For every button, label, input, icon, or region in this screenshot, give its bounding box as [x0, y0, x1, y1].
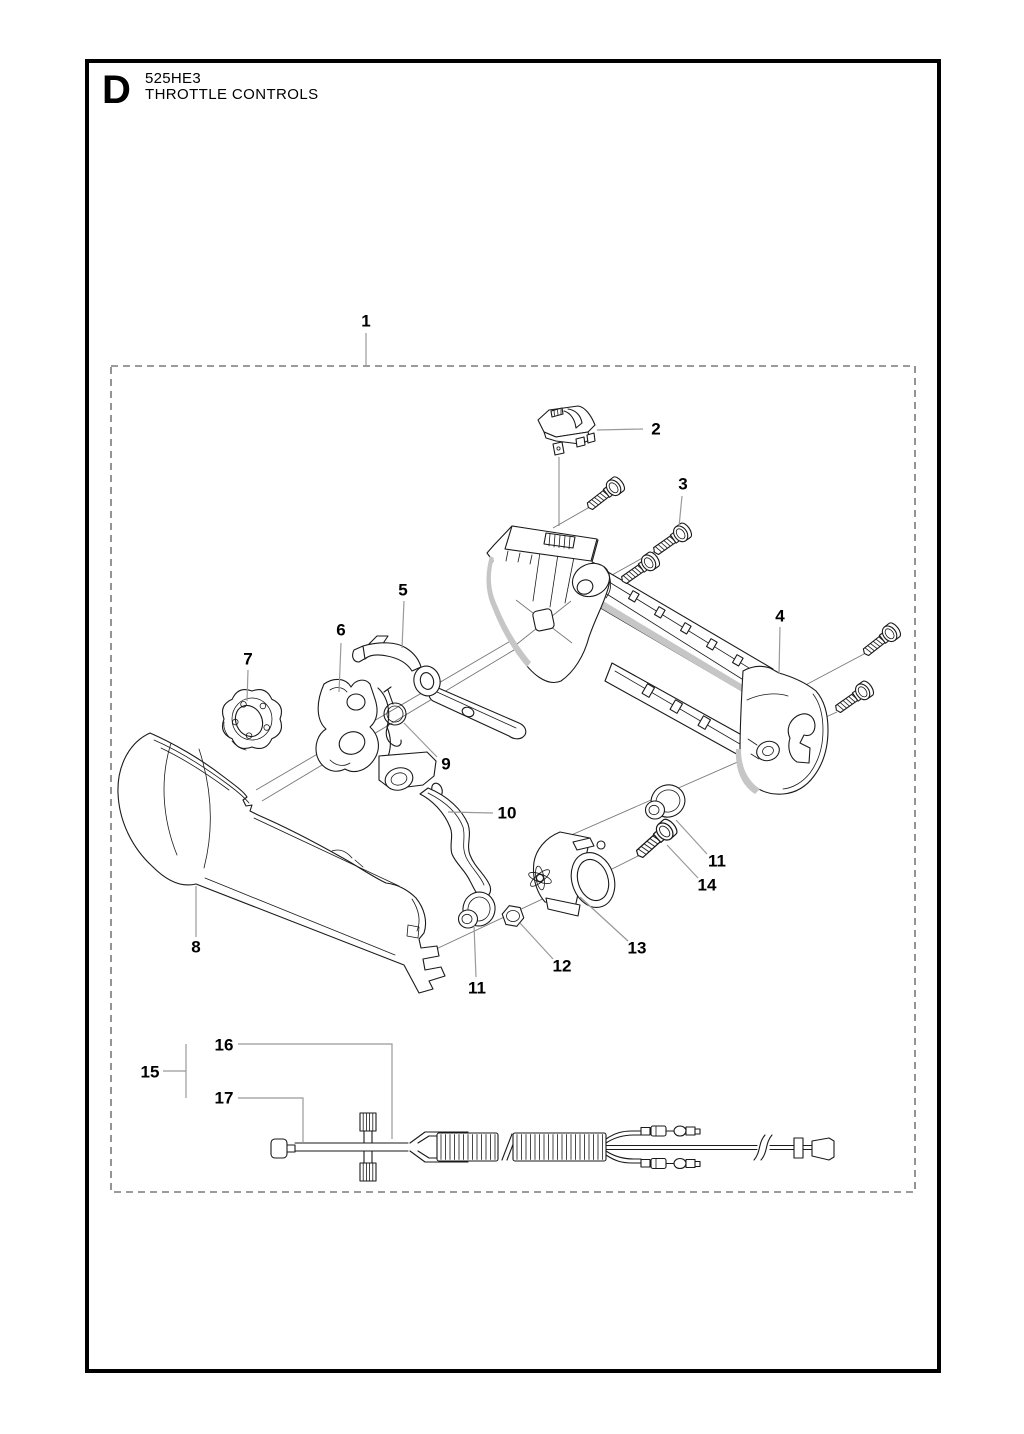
screw-3c	[618, 550, 662, 588]
callout-label-2: 2	[651, 419, 661, 439]
leader-line	[779, 627, 780, 674]
cable-ferrule	[794, 1138, 803, 1158]
leader-line	[238, 1098, 303, 1142]
part-14-screw	[632, 817, 680, 863]
screw-4b	[832, 679, 876, 717]
cable-conduit-1	[437, 1133, 498, 1161]
part-13-throttle-body-clamp	[527, 832, 621, 916]
callout-label-13: 13	[627, 938, 647, 958]
callout-label-16: 16	[214, 1035, 234, 1055]
callout-label-5: 5	[398, 580, 408, 600]
part-11-grommet-left	[459, 889, 499, 930]
part-15-cable-assembly	[271, 1113, 834, 1181]
callout-label-11: 11	[708, 851, 726, 871]
part-11-grommet-right	[646, 781, 690, 822]
leader-line	[404, 723, 437, 757]
upper-handle-housing	[486, 526, 615, 682]
part-10-throttle-trigger	[379, 752, 491, 897]
part-9-torsion-spring	[384, 687, 406, 746]
leader-line	[402, 601, 404, 648]
callout-label-17: 17	[214, 1088, 234, 1108]
part-7-adjuster-wheel	[223, 690, 282, 750]
callout-label-10: 10	[497, 803, 517, 823]
wire-terminals-upper	[641, 1126, 700, 1136]
part-5-throttle-lockout	[353, 636, 526, 739]
leader-line	[676, 820, 707, 854]
callout-label-12: 12	[552, 956, 572, 976]
part-4-end-cap	[736, 666, 828, 794]
callout-label-8: 8	[191, 937, 201, 957]
callout-label-3: 3	[678, 474, 688, 494]
cable-end-fitting-left	[271, 1139, 287, 1158]
callout-label-7: 7	[243, 649, 253, 669]
cable-end-fitting-right	[812, 1138, 834, 1160]
cable-adjuster	[360, 1113, 376, 1181]
section-letter: D	[102, 68, 131, 112]
page-title: THROTTLE CONTROLS	[145, 86, 319, 103]
leader-line	[667, 845, 698, 878]
cable-conduit-2	[513, 1133, 606, 1161]
screw-3a	[583, 475, 627, 514]
callout-label-4: 4	[775, 606, 785, 626]
screw-4a	[859, 621, 903, 660]
part-2-stop-switch	[538, 406, 595, 455]
leader-line	[679, 496, 682, 527]
model-number: 525HE3	[145, 70, 202, 87]
wire-terminals-lower	[641, 1159, 700, 1169]
callout-label-6: 6	[336, 620, 346, 640]
leader-line	[474, 925, 476, 977]
callout-label-1: 1	[361, 311, 371, 331]
callout-label-15: 15	[140, 1062, 160, 1082]
leader-line	[520, 923, 553, 959]
callout-label-9: 9	[441, 754, 451, 774]
leader-line	[597, 429, 643, 430]
screw-3b	[650, 521, 694, 559]
callout-label-11: 11	[468, 978, 486, 998]
callout-label-14: 14	[697, 875, 717, 895]
